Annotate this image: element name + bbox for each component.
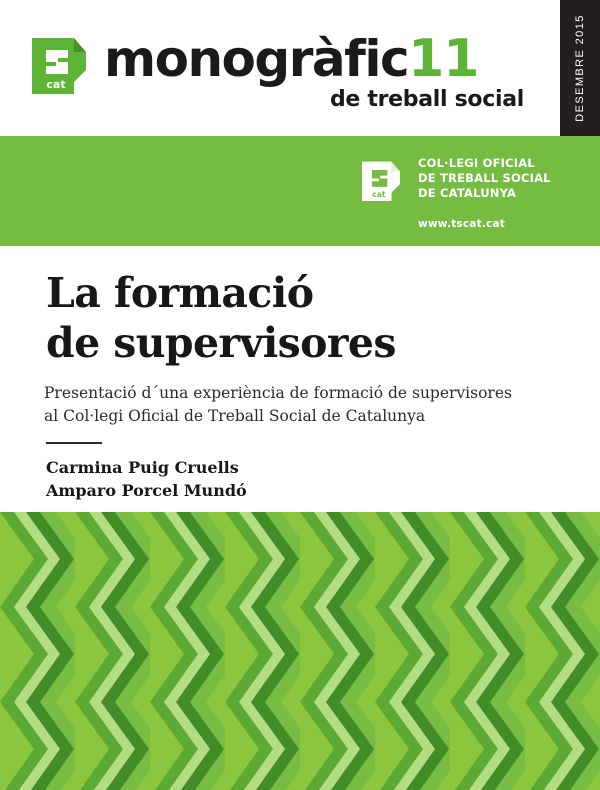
chevron-pattern-svg [0,512,600,790]
masthead-title [104,29,534,113]
tscat-logo-icon-band [355,156,407,208]
issue-date: DESEMBRE 2015 [574,14,586,122]
svg-text:cat: cat [372,189,386,199]
date-strip [560,0,600,136]
page-subtitle [44,382,564,428]
masthead-issue-number: 11 [408,29,479,89]
organization-url[interactable]: www.tscat.cat [418,218,505,230]
masthead [0,0,600,136]
tscat-logo-icon [22,30,96,104]
author-name: Carmina Puig Cruells [46,458,239,477]
organization-name [418,156,551,201]
organization-line-2: DE TREBALL SOCIAL [418,171,551,185]
organization-line-3: DE CATALUNYA [418,186,517,200]
title-area [0,246,600,512]
page-title [46,268,566,368]
page-title-line-2: de supervisores [46,319,396,367]
organization-band [0,136,600,246]
page-subtitle-line-1: Presentació d´una experiència de formació de supervisores [44,384,512,402]
masthead-title-word: monogràfic [104,30,409,88]
page-title-line-1: La formació [46,269,314,317]
svg-text:cat: cat [46,78,66,91]
divider-rule [46,442,102,444]
author-name: Amparo Porcel Mundó [46,481,247,500]
chevron-pattern-graphic [0,512,600,790]
authors-list [46,456,466,502]
page-subtitle-line-2: al Col·legi Oficial de Treball Social de Catalunya [44,407,426,425]
organization-line-1: COL·LEGI OFICIAL [418,156,535,170]
masthead-subtitle: de treball social [329,87,524,112]
masthead-title-word-group [104,29,534,89]
